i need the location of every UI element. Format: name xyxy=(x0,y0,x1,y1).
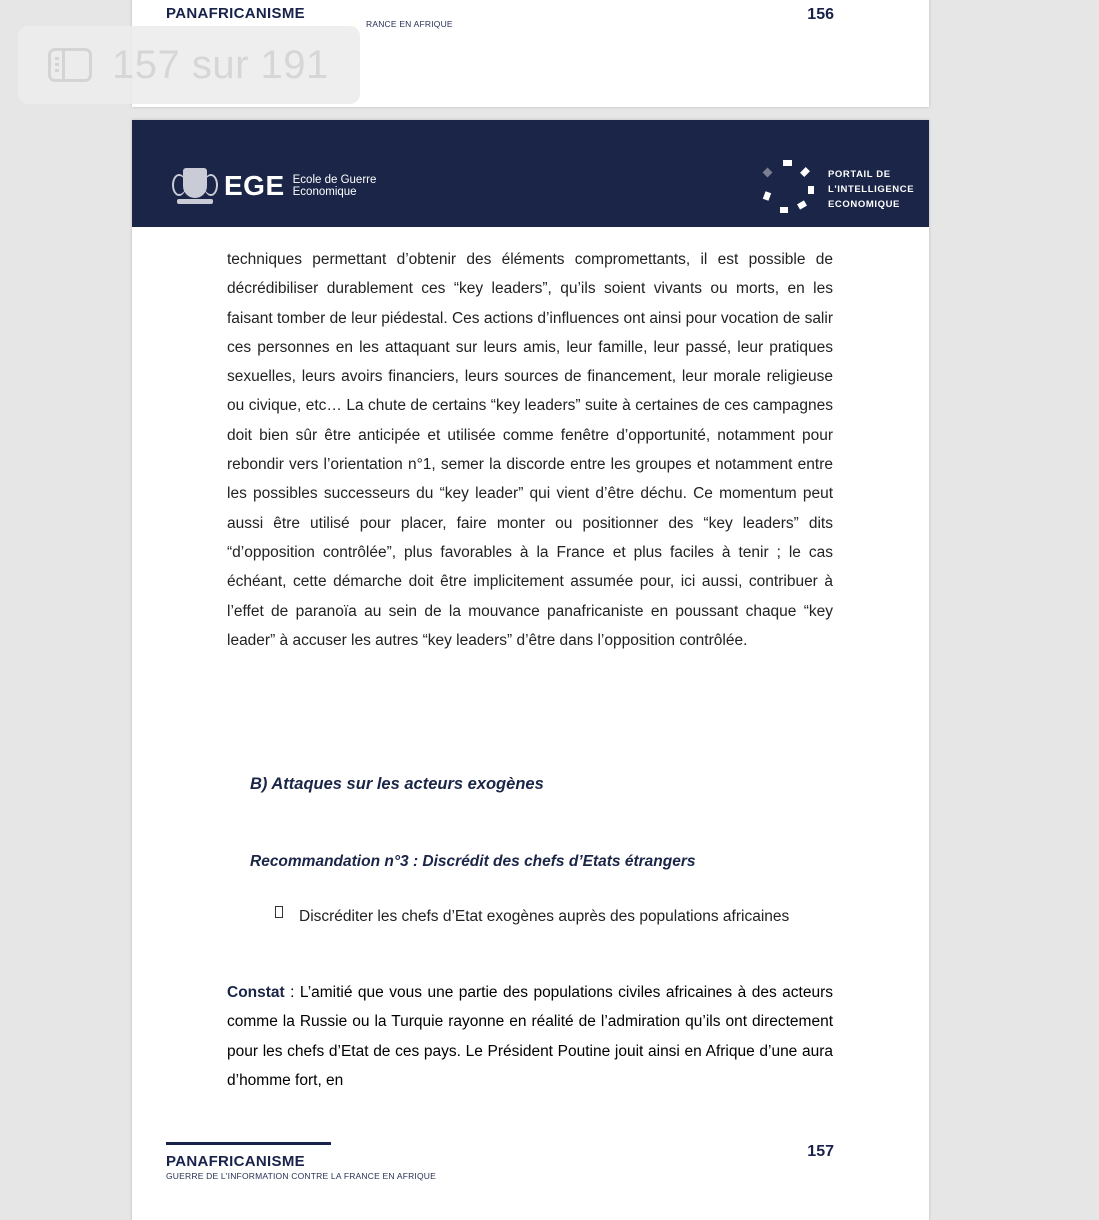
footer-rule xyxy=(166,1142,331,1145)
ege-logo xyxy=(172,164,376,208)
current-page xyxy=(132,120,929,1220)
paragraph: techniques permettant d’obtenir des éléments compromettants, il est possible de décrédibiliser durablement ces “key leaders”, qu’ils soient vivants ou morts, en les faisant tomber de leur piédestal. Ces actions d’influences ont ainsi pour vocation de salir ces personnes en les attaquant sur leurs amis, leur famille, leur passé, leur pratiques sexuelles, leurs avoirs financiers, leurs sources de financement, leur morale religieuse ou civique, etc… La chute de certains “key leaders” suite à certaines de ces campagnes doit bien sûr être anticipée et utilisée comme fenêtre d’opportunité, notamment pour rebondir vers l’orientation n°1, semer la discorde entre les groupes et notamment entre les possibles successeurs du “key leader” qui vient d’être déchu. Ce momentum peut aussi être utilisé pour placer, faire monter ou positionner des “key leaders” dits “d’opposition contrôlée”, plus favorables à la France et plus faciles à tenir ; le cas échéant, cette démarche doit être implicitement assumée pour, ici aussi, contribuer à l’effet de paranoïa au sein de la mouvance panafricaniste en poussant chaque “key leader” à accuser les autres “key leaders” d’être dans l’opposition contrôlée. xyxy=(227,251,833,649)
portal-name-line2: L'INTELLIGENCE xyxy=(828,184,915,195)
bullet-item xyxy=(275,897,833,937)
page-number: 157 xyxy=(807,1143,834,1160)
page-header-banner xyxy=(132,120,929,227)
page-indicator-text: 157 sur 191 xyxy=(112,42,329,87)
bullet-box-icon xyxy=(275,906,283,918)
constat-text: : L’amitié que vous une partie des populations civiles africaines à des acteurs comme la Russie ou la Turquie rayonne en réalité de l’admiration qu’ils ont directement pour les chefs d’Etat de ces pays. Le Président Poutine jouit ainsi en Afrique d’une aura d’homme fort, en xyxy=(227,984,833,1089)
footer-title: PANAFRICANISME xyxy=(166,1153,305,1170)
body-text xyxy=(227,245,833,655)
section-heading: B) Attaques sur les acteurs exogènes xyxy=(250,775,544,793)
portal-logo-icon xyxy=(758,156,816,214)
footer-subtitle: GUERRE DE L'INFORMATION CONTRE LA FRANCE EN AFRIQUE xyxy=(166,1171,437,1181)
portal-name-line1: PORTAIL DE xyxy=(828,169,891,180)
ege-name xyxy=(293,174,377,198)
previous-page-number: 156 xyxy=(807,6,834,23)
ege-name-line2: Economique xyxy=(292,186,357,198)
sidebar-toggle-icon[interactable] xyxy=(48,48,92,82)
ege-name-line1: Ecole de Guerre xyxy=(292,174,377,186)
constat-label: Constat xyxy=(227,984,285,1001)
page-indicator[interactable] xyxy=(18,26,360,104)
constat-paragraph xyxy=(227,978,833,1095)
portal-name-line3: ECONOMIQUE xyxy=(828,199,900,210)
footer-title: PANAFRICANISME xyxy=(166,5,305,22)
ege-crest-icon xyxy=(172,164,218,208)
recommendation-heading: Recommandation n°3 : Discrédit des chefs d’Etats étrangers xyxy=(250,853,696,870)
ege-acronym: EGE xyxy=(224,170,285,201)
previous-page-footer xyxy=(166,0,453,29)
page-footer xyxy=(166,1142,436,1181)
portal-name xyxy=(828,167,914,212)
bullet-text: Discréditer les chefs d’Etat exogènes auprès des populations africaines xyxy=(299,908,790,925)
footer-subtitle: RANCE EN AFRIQUE xyxy=(366,19,453,29)
